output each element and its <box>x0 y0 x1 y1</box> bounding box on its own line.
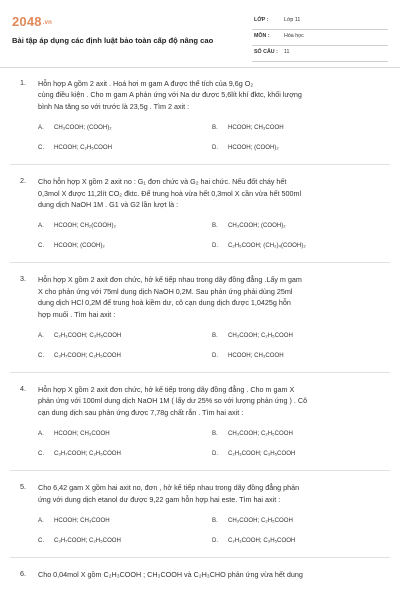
option-b[interactable] <box>212 222 286 229</box>
question-5 <box>0 482 400 505</box>
option-text: CH₃COOH; C₂H₅COOH <box>228 430 293 438</box>
option-letter: B. <box>212 517 218 525</box>
option-text: C₂H₃COOH; C₃H₅COOH <box>228 450 296 458</box>
header-divider <box>0 67 400 68</box>
meta-value: Lớp 11 <box>284 17 301 23</box>
question-1 <box>0 78 400 112</box>
option-row <box>0 332 400 352</box>
question-line: Cho 0,04mol X gồm C₂H₃COOH ; CH₃COOH và C₂H₃CHO phản ứng vừa hết dung <box>38 570 303 580</box>
option-a[interactable] <box>38 222 116 229</box>
option-text: HCOOH; (COOH)₂ <box>54 242 105 250</box>
option-text: C₃H₇COOH; C₂H₅COOH <box>54 537 121 545</box>
question-line: dung dịch NaOH 1M . G1 và G2 lần lượt là : <box>38 200 179 210</box>
question-number: 6. <box>20 569 26 579</box>
option-a[interactable] <box>38 124 112 131</box>
option-text: HCOOH; (COOH)₂ <box>228 144 279 152</box>
question-number: 3. <box>20 274 26 284</box>
option-letter: B. <box>212 124 218 132</box>
option-b[interactable] <box>212 517 293 524</box>
question-divider <box>10 372 390 373</box>
option-b[interactable] <box>212 124 284 131</box>
answer-options <box>0 430 400 470</box>
question-line: Hỗn hợp A gồm 2 axit . Hoá hơi m gam A được thể tích của 9,6g O₂ <box>38 79 254 88</box>
question-divider <box>10 262 390 263</box>
option-text: C₂H₃COOH; C₃H₅COOH <box>228 537 296 545</box>
page-header <box>0 0 400 68</box>
option-letter: D. <box>212 242 219 250</box>
option-text: C₂H₃COOH; C₃H₅COOH <box>54 332 122 340</box>
question-4 <box>0 384 400 418</box>
question-number: 2. <box>20 176 26 186</box>
option-row <box>0 517 400 537</box>
option-letter: B. <box>212 332 218 340</box>
question-text <box>38 482 390 505</box>
option-c[interactable] <box>38 450 121 457</box>
option-letter: A. <box>38 517 44 525</box>
option-row <box>0 450 400 470</box>
option-letter: C. <box>38 352 45 360</box>
option-text: CH₃COOH; C₂H₅COOH <box>228 332 293 340</box>
option-letter: A. <box>38 124 44 132</box>
question-text <box>38 78 390 112</box>
meta-info <box>252 14 388 62</box>
option-d[interactable] <box>212 144 279 151</box>
option-text: HCOOH; C₂H₅COOH <box>54 144 112 152</box>
option-letter: C. <box>38 537 45 545</box>
meta-value: Hóa học <box>284 33 304 39</box>
question-text <box>38 569 390 580</box>
option-letter: D. <box>212 537 219 545</box>
logo-text: 2048 <box>12 14 42 29</box>
question-line: Cho hỗn hợp X gồm 2 axit no : G₁ đơn chức và G₂ hai chức. Nếu đốt cháy hết <box>38 177 287 187</box>
option-row <box>0 242 400 262</box>
meta-value: 11 <box>284 49 290 55</box>
answer-options <box>0 124 400 164</box>
option-text: HCOOH; CH₂(COOH)₂ <box>54 222 116 230</box>
option-row <box>0 537 400 557</box>
meta-key: SỐ CÂU : <box>254 49 278 55</box>
option-letter: B. <box>212 430 218 438</box>
option-letter: C. <box>38 144 45 152</box>
answer-options <box>0 222 400 262</box>
question-text <box>38 274 390 320</box>
option-d[interactable] <box>212 450 295 457</box>
question-text <box>38 176 390 210</box>
option-letter: A. <box>38 430 44 438</box>
option-d[interactable] <box>212 537 295 544</box>
answer-options <box>0 517 400 557</box>
option-a[interactable] <box>38 517 110 524</box>
question-list <box>0 78 400 597</box>
option-text: HCOOH; CH₃COOH <box>228 352 284 360</box>
option-c[interactable] <box>38 144 112 151</box>
option-text: HCOOH; CH₃COOH <box>228 124 284 132</box>
question-divider <box>10 470 390 471</box>
option-letter: D. <box>212 352 219 360</box>
question-line: Hỗn hợp X gồm 2 axit đơn chức, hở kế tiếp nhau trong dãy đồng đẳng .Lấy m gam <box>38 275 302 285</box>
option-row <box>0 144 400 164</box>
question-divider <box>10 164 390 165</box>
option-text: CH₃COOH; (COOH)₂ <box>54 124 112 132</box>
option-text: C₃H₇COOH; C₂H₅COOH <box>54 450 121 458</box>
option-row <box>0 430 400 450</box>
option-text: CH₃COOH; (COOH)₂ <box>228 222 286 230</box>
meta-row-subject <box>252 30 388 46</box>
question-line: ứng với dung dịch etanol dư được 9,22 gam hỗn hợp hai este. Tìm hai axit : <box>38 494 281 504</box>
question-line: dung dịch HCl 0,2M để trung hoà kiềm dư, cô cạn dung dịch được 1,0425g hỗn <box>38 298 291 308</box>
question-line: cùng điều kiện . Cho m gam A phản ứng với Na dư được 5,6lít khí đktc, khối lượng <box>38 90 302 100</box>
question-3 <box>0 274 400 320</box>
option-letter: B. <box>212 222 218 230</box>
option-letter: C. <box>38 450 45 458</box>
option-letter: A. <box>38 332 44 340</box>
option-row <box>0 352 400 372</box>
option-d[interactable] <box>212 242 306 249</box>
question-text <box>38 384 390 418</box>
question-number: 4. <box>20 384 26 394</box>
option-text: C₂H₅COOH; (CH₂)₄(COOH)₂ <box>228 242 306 250</box>
option-a[interactable] <box>38 332 121 339</box>
option-row <box>0 124 400 144</box>
option-letter: D. <box>212 450 219 458</box>
logo-tld: .vn <box>42 19 53 26</box>
option-a[interactable] <box>38 430 110 437</box>
option-c[interactable] <box>38 537 121 544</box>
option-text: HCOOH; CH₃COOH <box>54 517 110 525</box>
question-line: bình Na tăng so với trước là 23,5g . Tìm 2 axit : <box>38 101 190 111</box>
option-text: CH₃COOH; C₂H₅COOH <box>228 517 293 525</box>
question-number: 1. <box>20 78 26 87</box>
meta-key: LỚP : <box>254 17 269 23</box>
question-6 <box>0 569 400 580</box>
meta-row-class <box>252 14 388 30</box>
document-title: Bài tập áp dụng các định luật bảo toàn cấp độ nâng cao <box>12 36 214 45</box>
option-text: C₃H₇COOH; C₂H₅COOH <box>54 352 121 360</box>
question-divider <box>10 557 390 558</box>
option-c[interactable] <box>38 352 121 359</box>
meta-key: MÔN : <box>254 33 270 39</box>
answer-options <box>0 332 400 372</box>
option-row <box>0 222 400 242</box>
question-number: 5. <box>20 482 26 492</box>
question-line: hợp muối . Tìm hai axit : <box>38 309 116 319</box>
question-2 <box>0 176 400 210</box>
question-line: Hỗn hợp X gồm 2 axit đơn chức, hở kế tiếp trong dãy đồng đẳng . Cho m gam X <box>38 385 295 395</box>
option-letter: D. <box>212 144 219 152</box>
meta-row-count <box>252 46 388 62</box>
option-text: HCOOH; CH₃COOH <box>54 430 110 438</box>
question-line: phản ứng với 100ml dung dịch NaOH 1M ( lấy dư 25% so với lượng phản ứng ) . Cô <box>38 396 308 406</box>
option-letter: C. <box>38 242 45 250</box>
option-letter: A. <box>38 222 44 230</box>
question-line: Cho 6,42 gam X gồm hai axit no, đơn , hở kế tiếp nhau trong dãy đồng đẳng phản <box>38 483 300 493</box>
question-line: X cho phản ứng với 75ml dung dịch NaOH 0,2M. Sau phản ứng phải dùng 25ml <box>38 286 293 296</box>
option-c[interactable] <box>38 242 105 249</box>
option-b[interactable] <box>212 430 293 437</box>
site-logo[interactable] <box>12 14 52 29</box>
question-line: 0,3mol X được 11,2lít CO₂ đktc. Để trung hoà vừa hết 0,3mol X cần vừa hết 500ml <box>38 188 302 198</box>
option-b[interactable] <box>212 332 293 339</box>
option-d[interactable] <box>212 352 284 359</box>
question-line: cạn dung dịch sau phản ứng được 7,78g chất rắn . Tìm hai axit : <box>38 407 244 417</box>
